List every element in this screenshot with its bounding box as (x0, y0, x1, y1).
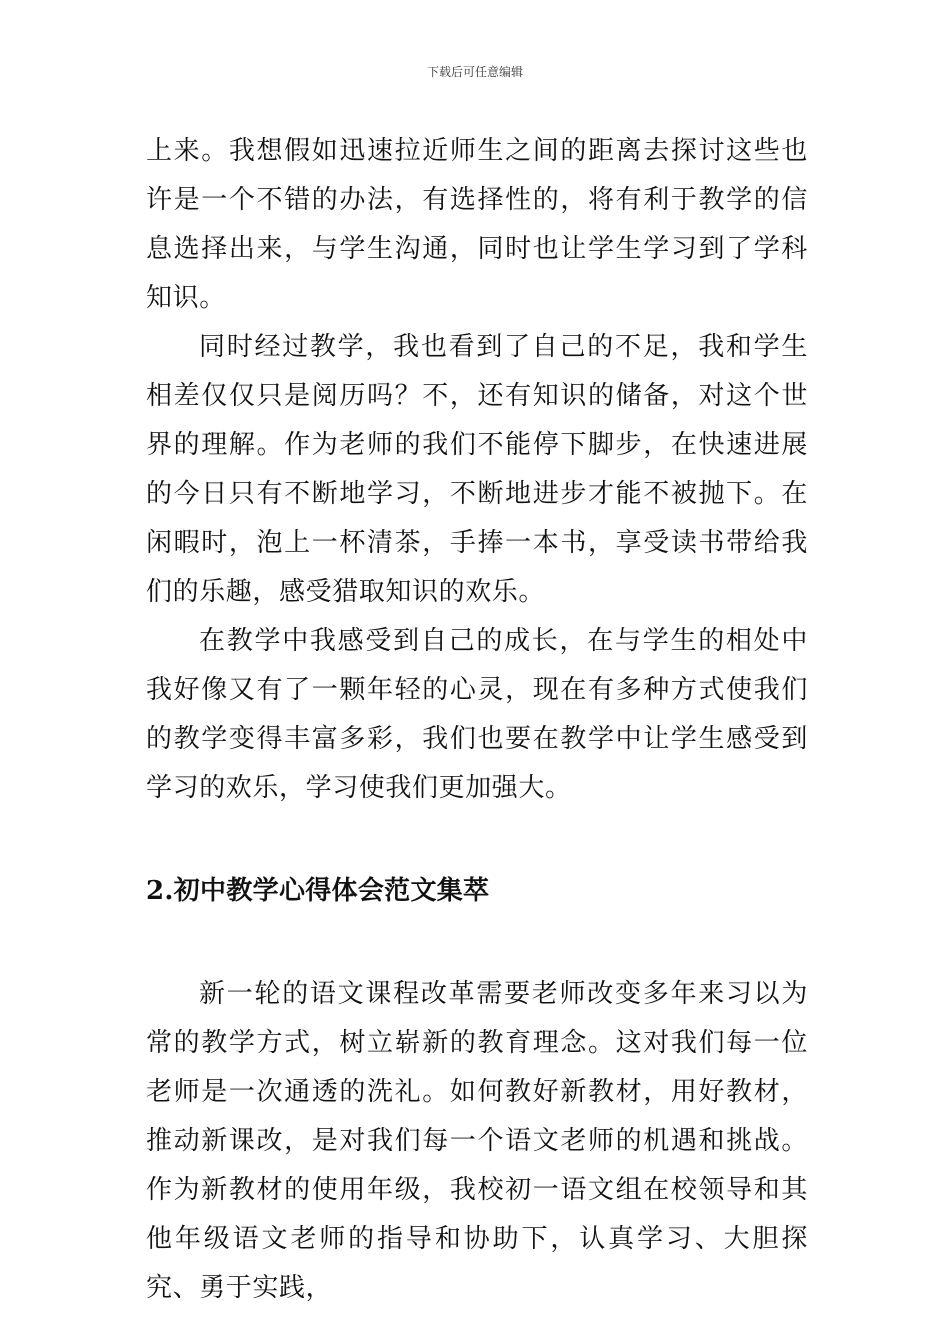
body-paragraph-2: 同时经过教学，我也看到了自己的不足，我和学生相差仅仅只是阅历吗？不，还有知识的储备，对这个世界的理解。作为老师的我们不能停下脚步，在快速进展的今日只有不断地学习，不断地进步才能不被抛下。在闲暇时，泡上一杯清茶，手捧一本书，享受读书带给我们的乐趣，感受猎取知识的欢乐。 (146, 332, 808, 607)
body-paragraph-1: 上来。我想假如迅速拉近师生之间的距离去探讨这些也许是一个不错的办法，有选择性的，将有利于教学的信息选择出来，与学生沟通，同时也让学生学习到了学科知识。 (146, 136, 808, 313)
body-paragraph-4: 新一轮的语文课程改革需要老师改变多年来习以为常的教学方式，树立崭新的教育理念。这对我们每一位老师是一次通透的洗礼。如何教好新教材，用好教材，推动新课改，是对我们每一个语文老师的机遇和挑战。作为新教材的使用年级，我校初一语文组在校领导和其他年级语文老师的指导和协助下，认真学习、大胆探究、勇于实践， (146, 979, 808, 1303)
body-paragraph-3: 在教学中我感受到自己的成长，在与学生的相处中我好像又有了一颗年轻的心灵，现在有多种方式使我们的教学变得丰富多彩，我们也要在教学中让学生感受到学习的欢乐，学习使我们更加强大。 (146, 626, 808, 803)
page-header: 下载后可任意编辑 (426, 65, 523, 79)
document-body (146, 127, 808, 1313)
section-heading: 2.初中教学心得体会范文集萃 (146, 876, 490, 906)
